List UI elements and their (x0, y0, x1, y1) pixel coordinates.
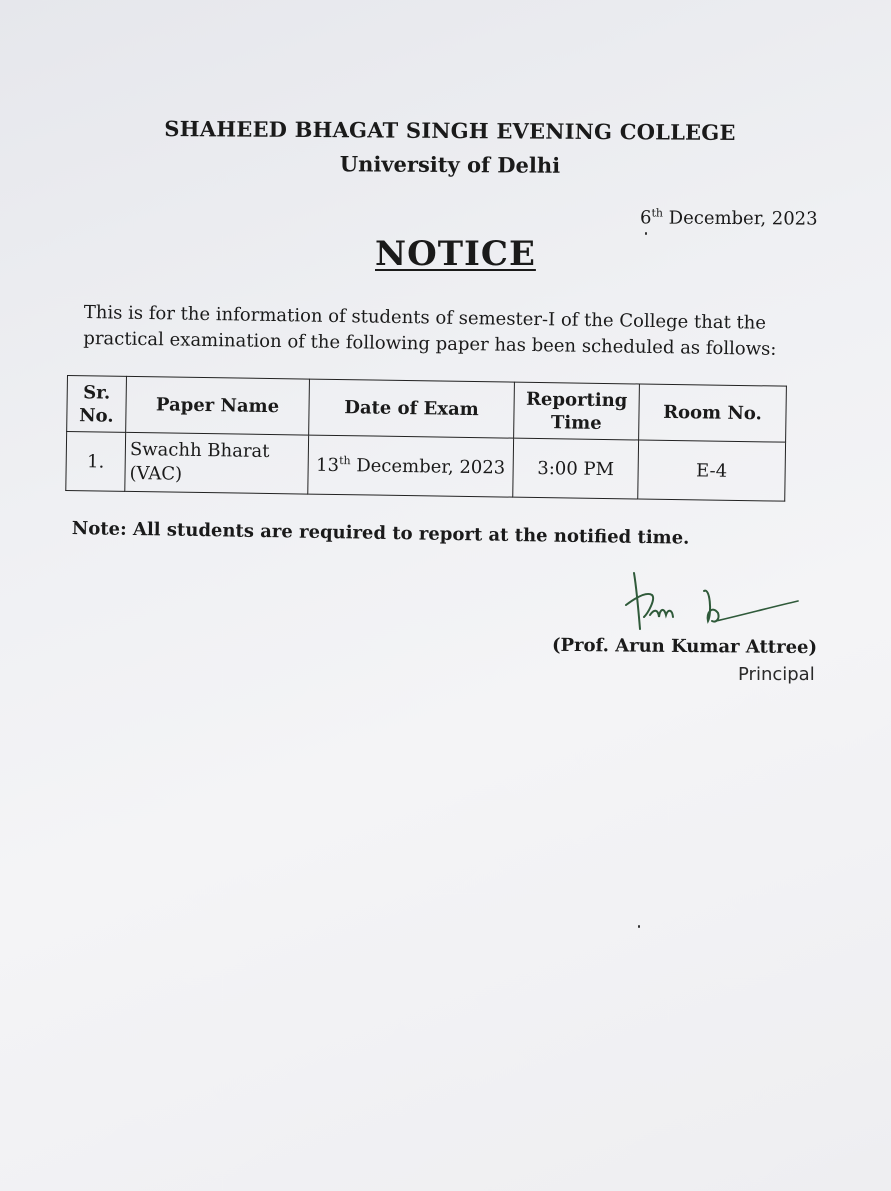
principal-signature (612, 565, 812, 640)
cell-paper-line1: Swachh Bharat (129, 439, 270, 463)
cell-reporting-time: 3:00 PM (513, 439, 639, 499)
notice-title: NOTICE (375, 234, 536, 274)
cell-paper-name (125, 433, 309, 494)
header-sr-no (67, 376, 127, 433)
header-sr-line1: Sr. (83, 381, 111, 404)
paper-speck (638, 925, 640, 928)
paper-speck (645, 232, 647, 235)
cell-date-suffix: th (339, 454, 351, 468)
cell-sr: 1. (66, 432, 126, 491)
cell-date-of-exam (308, 435, 514, 497)
exam-schedule-table (65, 375, 789, 514)
header-reporting-line1: Reporting (525, 388, 628, 412)
header-paper-name: Paper Name (126, 376, 310, 435)
date-rest: December, 2023 (662, 207, 818, 230)
header-reporting-time (514, 382, 640, 440)
university-name: University of Delhi (339, 151, 561, 178)
note-text: Note: All students are required to report at the notified time. (71, 518, 690, 549)
header-date-of-exam: Date of Exam (309, 379, 515, 438)
signatory-designation: Principal (738, 664, 815, 685)
signatory-name: (Prof. Arun Kumar Attree) (551, 634, 818, 659)
header-room-no: Room No. (639, 384, 787, 443)
intro-paragraph: This is for the information of students of semester-I of the College that the practical examination of the following paper has been scheduled as follows: (83, 301, 777, 360)
table-row (66, 432, 786, 501)
header-sr-line2: No. (79, 404, 114, 427)
college-name: SHAHEED BHAGAT SINGH EVENING COLLEGE (164, 116, 736, 145)
cell-date-day: 13 (315, 454, 340, 477)
date-suffix: th (651, 206, 664, 220)
cell-room-no: E-4 (638, 440, 786, 501)
cell-date-rest: December, 2023 (350, 455, 506, 479)
cell-paper-line2: (VAC) (129, 463, 183, 485)
header-reporting-line2: Time (550, 411, 602, 434)
date-day: 6 (639, 207, 652, 229)
notice-date (640, 206, 818, 229)
